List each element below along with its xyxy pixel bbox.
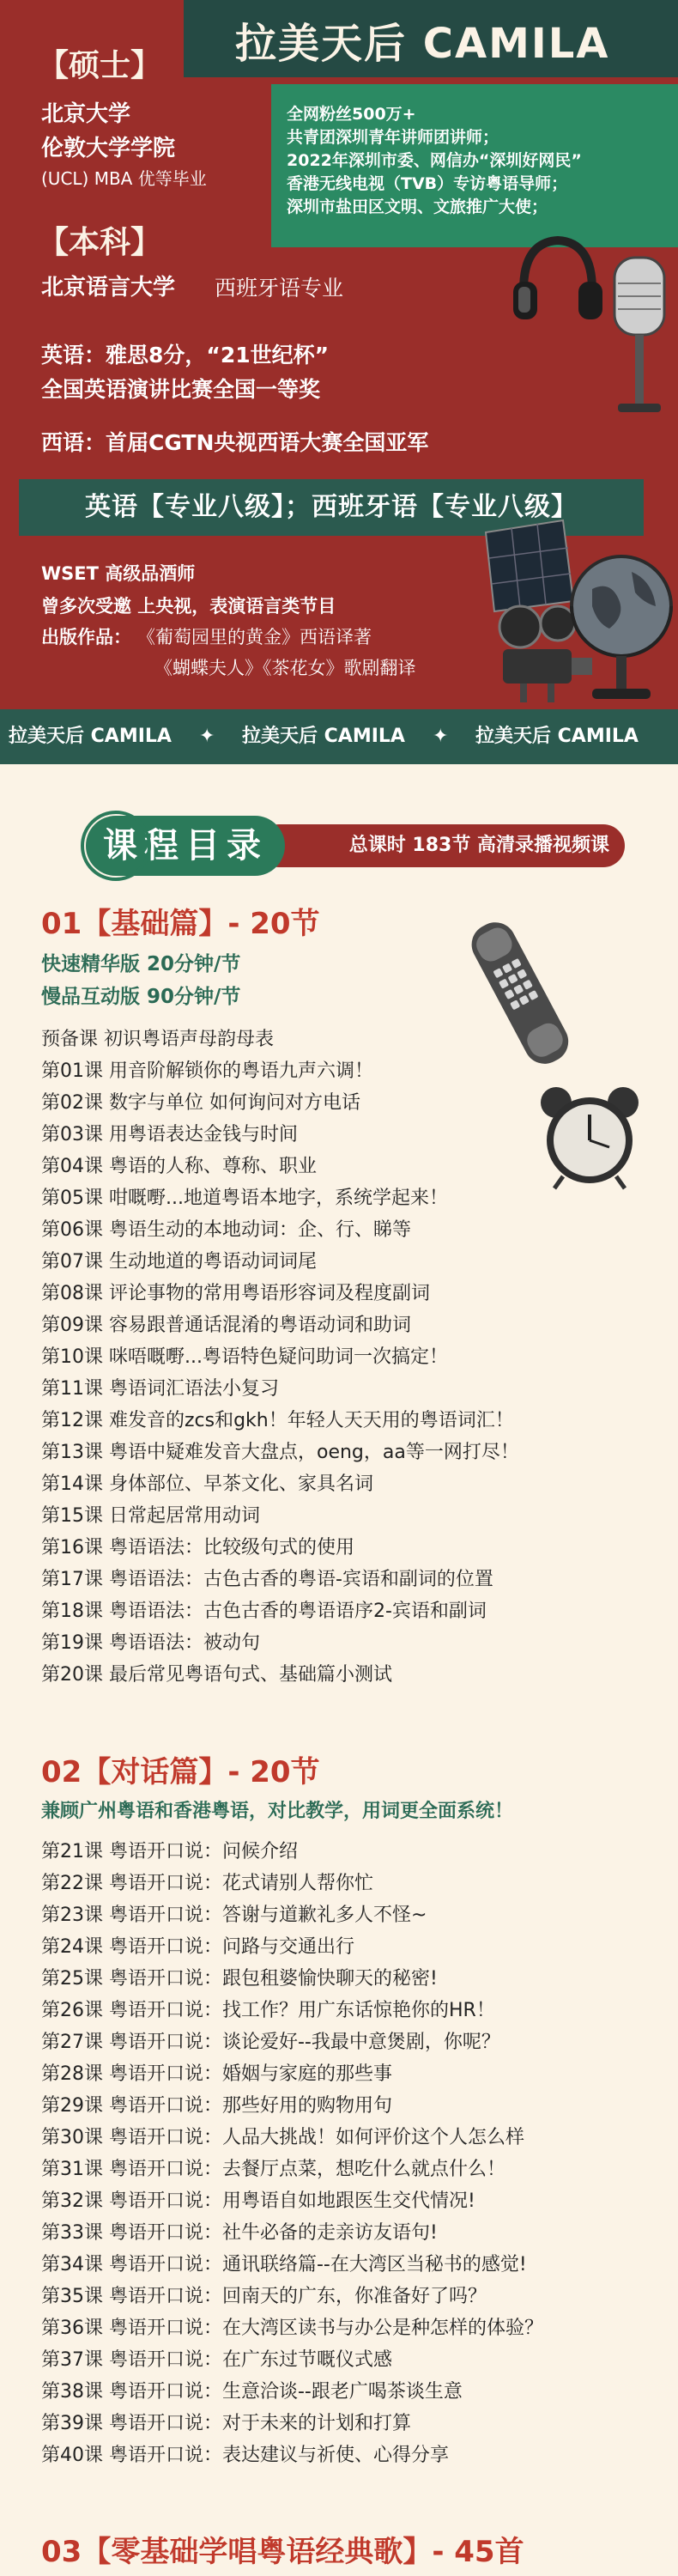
- lesson-item[interactable]: 第03课 用粤语表达金钱与时间: [41, 1124, 298, 1145]
- lesson-item[interactable]: 第11课 粤语词汇语法小复习: [41, 1378, 279, 1400]
- part2-title: 02【对话篇】- 20节: [41, 1755, 320, 1789]
- lesson-item[interactable]: 第08课 评论事物的常用粤语形容词及程度副词: [41, 1283, 430, 1304]
- bachelor-school: 北京语言大学: [41, 275, 176, 301]
- marquee-text: 拉美天后 CAMILA: [9, 726, 172, 747]
- lesson-item[interactable]: 第28课 粤语开口说：婚姻与家庭的那些事: [41, 2063, 392, 2085]
- lesson-item[interactable]: 第40课 粤语开口说：表达建议与祈使、心得分享: [41, 2445, 449, 2466]
- part2-sub: 兼顾广州粤语和香港粤语，对比教学，用词更全面系统！: [41, 1801, 514, 1822]
- microphone-icon: [606, 249, 675, 421]
- lesson-item[interactable]: 第36课 粤语开口说：在大湾区读书与办公是种怎样的体验？: [41, 2318, 543, 2339]
- lesson-item[interactable]: 第04课 粤语的人称、尊称、职业: [41, 1156, 317, 1177]
- lesson-item[interactable]: 第27课 粤语开口说：谈论爱好--我最中意煲剧，你呢？: [41, 2032, 500, 2053]
- lesson-item[interactable]: 第29课 粤语开口说：那些好用的购物用句: [41, 2095, 392, 2117]
- catalog-header: [86, 816, 627, 876]
- lesson-item[interactable]: 第17课 粤语语法：古色古香的粤语-宾语和副词的位置: [41, 1569, 493, 1590]
- achievement-line: 2022年深圳市委、网信办“深圳好网民”: [287, 151, 582, 170]
- achievement-line: 香港无线电视（TVB）专访粤语导师；: [287, 174, 568, 193]
- lesson-item[interactable]: 第25课 粤语开口说：跟包租婆愉快聊天的秘密!: [41, 1968, 438, 1990]
- publication-2: 《蝴蝶夫人》《茶花女》歌剧翻译: [154, 658, 416, 678]
- achievement-line: 全网粉丝500万+: [287, 105, 416, 124]
- lesson-item[interactable]: 第16课 粤语语法：比较级句式的使用: [41, 1537, 354, 1558]
- lesson-item[interactable]: 第37课 粤语开口说：在广东过节嘅仪式感: [41, 2349, 392, 2371]
- english-line-2: 全国英语演讲比赛全国一等奖: [41, 377, 321, 402]
- achievement-line: 共青团深圳青年讲师团讲师；: [287, 128, 499, 147]
- lesson-item[interactable]: 第09课 容易跟普通话混淆的粤语动词和助词: [41, 1315, 411, 1336]
- tv-line: 曾多次受邀 上央视，表演语言类节目: [41, 596, 336, 617]
- marquee-text: 拉美天后 CAMILA: [475, 726, 639, 747]
- master-school-1: 北京大学: [41, 101, 131, 127]
- bachelor-tag: 【本科】: [38, 225, 162, 260]
- lesson-item[interactable]: 第14课 身体部位、早茶文化、家具名词: [41, 1473, 373, 1495]
- lesson-item[interactable]: 预备课 初识粤语声母韵母表: [41, 1029, 274, 1050]
- achievements-box: [271, 84, 678, 247]
- bachelor-major: 西班牙语专业: [215, 276, 344, 301]
- publication-1: 《葡萄园里的黄金》西语译著: [137, 627, 372, 647]
- headphones-icon: [508, 230, 608, 326]
- lesson-item[interactable]: 第22课 粤语开口说：花式请别人帮你忙: [41, 1873, 373, 1894]
- alarm-clock-icon: [534, 1080, 645, 1192]
- globe-icon: [566, 546, 678, 709]
- host-name: 拉美天后 CAMILA: [235, 20, 610, 68]
- lesson-item[interactable]: 第07课 生动地道的粤语动词词尾: [41, 1251, 317, 1273]
- lesson-item[interactable]: 第18课 粤语语法：古色古香的粤语语序2-宾语和副词: [41, 1601, 487, 1622]
- lesson-item[interactable]: 第20课 最后常见粤语句式、基础篇小测试: [41, 1664, 392, 1686]
- lesson-item[interactable]: 第39课 粤语开口说：对于未来的计划和打算: [41, 2413, 411, 2434]
- lesson-item[interactable]: 第21课 粤语开口说：问候介绍: [41, 1841, 298, 1862]
- lesson-item[interactable]: 第31课 粤语开口说：去餐厅点菜，想吃什么就点什么！: [41, 2159, 505, 2180]
- lesson-item[interactable]: 第38课 粤语开口说：生意洽谈--跟老广喝茶谈生意: [41, 2381, 463, 2403]
- marquee-text: 拉美天后 CAMILA: [242, 726, 405, 747]
- marquee-banner: [0, 709, 678, 764]
- lesson-item[interactable]: 第33课 粤语开口说：社牛必备的走亲访友语句!: [41, 2222, 438, 2244]
- catalog-title: 课程目录: [86, 816, 285, 876]
- part1-sub-1: 快速精华版 20分钟/节: [41, 953, 241, 975]
- lesson-item[interactable]: 第19课 粤语语法：被动句: [41, 1632, 260, 1654]
- lesson-item[interactable]: 第10课 咪唔嘅嘢...粤语特色疑问助词一次搞定！: [41, 1346, 448, 1368]
- profile-banner: [0, 0, 678, 764]
- lesson-item[interactable]: 第12课 难发音的zcs和gkh！年轻人天天用的粤语词汇！: [41, 1410, 514, 1431]
- part1-title: 01【基础篇】- 20节: [41, 907, 320, 941]
- english-line-1: 英语：雅思8分，“21世纪杯”: [41, 343, 330, 368]
- part3-title: 03【零基础学唱粤语经典歌】- 45首: [41, 2535, 524, 2569]
- wset-line: WSET 高级品酒师: [41, 563, 196, 584]
- marquee-sep-icon: ✦: [433, 726, 449, 747]
- lesson-item[interactable]: 第26课 粤语开口说：找工作？用广东话惊艳你的HR！: [41, 2000, 495, 2021]
- lesson-item[interactable]: 第24课 粤语开口说：问路与交通出行: [41, 1936, 354, 1958]
- lesson-item[interactable]: 第23课 粤语开口说：答谢与道歉礼多人不怪~: [41, 1905, 427, 1926]
- master-note: (UCL) MBA 优等毕业: [41, 168, 207, 189]
- lesson-item[interactable]: 第06课 粤语生动的本地动词：企、行、睇等: [41, 1219, 411, 1241]
- lesson-item[interactable]: 第30课 粤语开口说：人品大挑战！如何评价这个人怎么样: [41, 2127, 524, 2148]
- master-school-2: 伦敦大学学院: [41, 136, 176, 161]
- part1-lesson-list: [41, 1024, 519, 1691]
- marquee-sep-icon: ✦: [199, 726, 215, 747]
- name-banner: [184, 0, 678, 77]
- publication-label: 出版作品：: [41, 627, 131, 647]
- master-tag: 【硕士】: [38, 48, 162, 83]
- achievement-line: 深圳市盐田区文明、文旅推广大使；: [287, 197, 548, 216]
- lesson-item[interactable]: 第13课 粤语中疑难发音大盘点，oeng，aa等一网打尽！: [41, 1442, 519, 1463]
- part1-sub-2: 慢品互动版 90分钟/节: [41, 986, 241, 1008]
- catalog-summary: 总课时 183节 高清录播视频课: [257, 824, 625, 867]
- lesson-item[interactable]: 第02课 数字与单位 如何询问对方电话: [41, 1092, 360, 1114]
- spanish-line: 西语：首届CGTN央视西语大赛全国亚军: [41, 430, 429, 455]
- lesson-item[interactable]: 第34课 粤语开口说：通讯联络篇--在大湾区当秘书的感觉!: [41, 2254, 527, 2275]
- part2-lesson-list: [41, 1836, 543, 2471]
- lesson-item[interactable]: 第05课 咁嘅嘢...地道粤语本地字，系统学起来！: [41, 1188, 448, 1209]
- lesson-item[interactable]: 第32课 粤语开口说：用粤语自如地跟医生交代情况!: [41, 2190, 475, 2212]
- lesson-item[interactable]: 第15课 日常起居常用动词: [41, 1505, 260, 1527]
- lesson-item[interactable]: 第01课 用音阶解锁你的粤语九声六调！: [41, 1060, 373, 1082]
- lesson-item[interactable]: 第35课 粤语开口说：回南天的广东，你准备好了吗？: [41, 2286, 487, 2307]
- title-ring-decoration: [81, 811, 151, 881]
- language-level-bar: 英语【专业八级】；西班牙语【专业八级】: [19, 479, 644, 536]
